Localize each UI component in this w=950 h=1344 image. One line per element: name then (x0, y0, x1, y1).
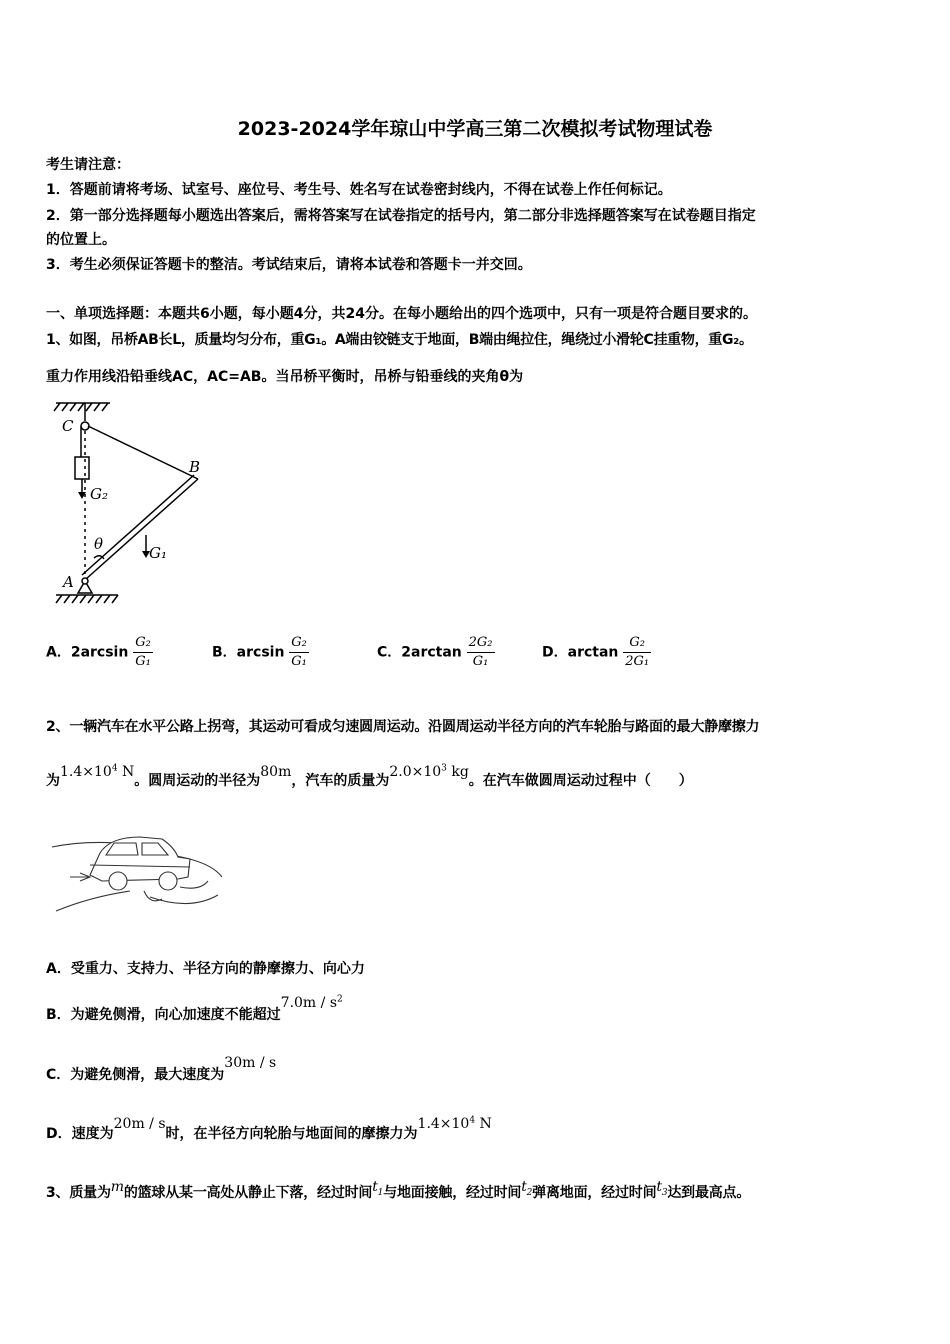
label-B: B (189, 458, 201, 476)
question-1-stem: 1、如图，吊桥AB长L，质量均匀分布，重G₁。A端由铰链支于地面，B端由绳拉住，绳绕过小滑轮C挂重物，重G₂。 (46, 332, 753, 348)
q2-option-a[interactable]: A．受重力、支持力、半径方向的静摩擦力、向心力 (46, 961, 365, 977)
notice-item: 2．第一部分选择题每小题选出答案后，需将答案写在试卷指定的括号内，第二部分非选择题答案写在试卷题目指定 (46, 208, 756, 224)
page-title: 2023-2024学年琼山中学高三第二次模拟考试物理试卷 (237, 118, 713, 140)
option-a[interactable]: A．2arcsin $\frac{\text{G₂}}{\text{G₁}}$ (46, 635, 151, 669)
label-C: C (62, 417, 74, 435)
q2-option-d[interactable]: D．速度为20m / s时，在半径方向轮胎与地面间的摩擦力为$1.4\times 10^4$ N (46, 1115, 492, 1142)
notice-item: 1．答题前请将考场、试室号、座位号、考生号、姓名写在试卷密封线内，不得在试卷上作任何标记。 (46, 182, 672, 198)
option-d[interactable]: D．arctan $\frac{\text{G₂}}{\text{2G₁}}$ (542, 635, 650, 669)
notice-heading: 考生请注意： (46, 157, 130, 173)
question-2-stem-2: 为$1.4\times 10^4$ N。圆周运动的半径为80m，汽车的质量为$2.0\times 10^3$ kg。在汽车做圆周运动过程中（ ） (46, 763, 693, 789)
question-2-stem: 2、一辆汽车在水平公路上拐弯，其运动可看成匀速圆周运动。沿圆周运动半径方向的汽车轮胎与路面的最大静摩擦力 (46, 719, 760, 735)
label-theta: θ (94, 535, 104, 553)
label-A: A (63, 573, 74, 591)
notice-item: 的位置上。 (46, 232, 116, 248)
question-1-stem-2: 重力作用线沿铅垂线AC，AC=AB。当吊桥平衡时，吊桥与铅垂线的夹角θ为 (46, 369, 524, 385)
q2-option-c[interactable]: C．为避免侧滑，最大速度为30m / s (46, 1055, 277, 1083)
section-heading: 一、单项选择题：本题共6小题，每小题4分，共24分。在每小题给出的四个选项中，只有一项是符合题目要求的。 (46, 306, 757, 322)
q2-option-b[interactable]: B．为避免侧滑，向心加速度不能超过$7.0m / s^2$ (46, 994, 343, 1023)
option-c[interactable]: C．2arctan $\frac{\text{2G₂}}{\text{G₁}}$ (377, 635, 493, 669)
notice-item: 3．考生必须保证答题卡的整洁。考试结束后，请将本试卷和答题卡一并交回。 (46, 257, 532, 273)
option-b[interactable]: B．arcsin $\frac{\text{G₂}}{\text{G₁}}$ (212, 635, 307, 669)
label-G2: G₂ (90, 485, 108, 503)
label-G1: G₁ (149, 544, 167, 562)
drawbridge-figure (48, 395, 228, 615)
car-turning-figure (50, 825, 230, 920)
question-3-stem: 3、质量为m的篮球从某一高处从静止下落，经过时间$t_1$与地面接触，经过时间$t_2$弹离地面，经过时间$t_3$达到最高点。 (46, 1179, 751, 1201)
